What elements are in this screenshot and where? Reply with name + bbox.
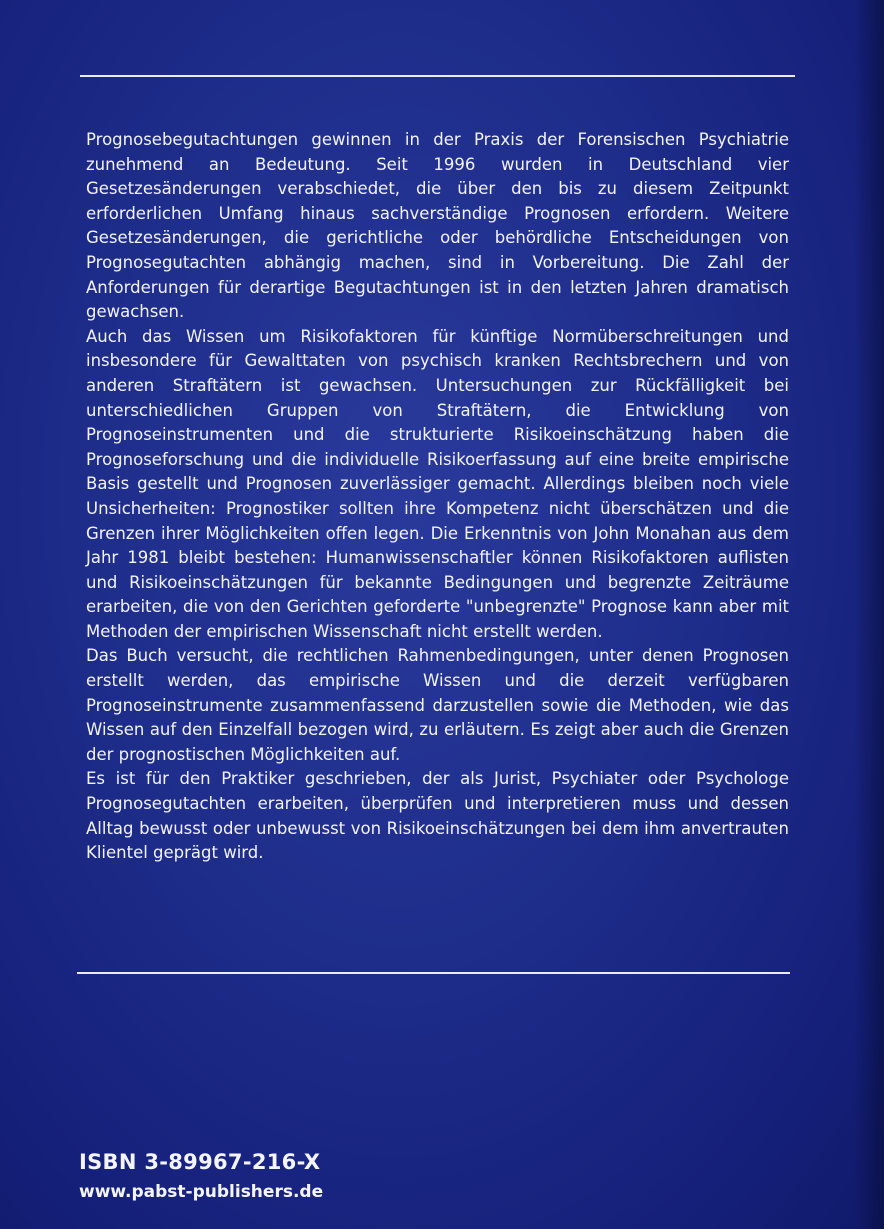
blurb-paragraph-4: Es ist für den Praktiker geschrieben, der als Jurist, Psychiater oder Psychologe Prognosegutachten erarbeiten, überprüfen und interpretieren muss und dessen Alltag bewusst oder unbewusst von Risikoeinschätzungen bei dem ihm anvertrauten Klientel geprägt wird.	[86, 769, 789, 863]
blurb-paragraph-3: Das Buch versucht, die rechtlichen Rahmenbedingungen, unter denen Prognosen erstellt werden, das empirische Wissen und die derzeit verfügbaren Prognoseinstrumente zusammenfassend darzustellen sowie die Methoden, wie das Wissen auf den Einzelfall bezogen wird, zu erläutern. Es zeigt aber auch die Grenzen der prognostischen Möglichkeiten auf.	[86, 646, 789, 764]
blurb-paragraph-1: Prognosebegutachtungen gewinnen in der Praxis der Forensischen Psychiatrie zunehmend an Bedeutung. Seit 1996 wurden in Deutschland vier Gesetzesänderungen verabschiedet, die über den bis zu diesem Zeitpunkt erforderlichen Umfang hinaus sachverständige Prognosen erfordern. Weitere Gesetzesänderungen, die gerichtliche oder behördliche Entscheidungen von Prognosegutachten abhängig machen, sind in Vorbereitung. Die Zahl der Anforderungen für derartige Begutachtungen ist in den letzten Jahren dramatisch gewachsen.	[86, 130, 789, 322]
bottom-divider	[77, 972, 790, 974]
publisher-website: www.pabst-publishers.de	[79, 1182, 324, 1202]
blurb-text	[86, 128, 789, 866]
top-divider	[80, 75, 795, 77]
blurb-paragraph-2: Auch das Wissen um Risikofaktoren für künftige Normüberschreitungen und insbesondere für Gewalttaten von psychisch kranken Rechtsbrechern und von anderen Straftätern ist gewachsen. Untersuchungen zur Rückfälligkeit bei unterschiedlichen Gruppen von Straftätern, die Entwicklung von Prognoseinstrumenten und die strukturierte Risikoeinschätzung haben die Prognoseforschung und die individuelle Risikoerfassung auf eine breite empirische Basis gestellt und Prognosen zuverlässiger gemacht. Allerdings bleiben noch viele Unsicherheiten: Prognostiker sollten ihre Kompetenz nicht überschätzen und die Grenzen ihrer Möglichkeiten offen legen. Die Erkenntnis von John Monahan aus dem Jahr 1981 bleibt bestehen: Humanwissenschaftler können Risikofaktoren auflisten und Risikoeinschätzungen für bekannte Bedingungen und begrenzte Zeiträume erarbeiten, die von den Gerichten geforderte "unbegrenzte" Prognose kann aber mit Methoden der empirischen Wissenschaft nicht erstellt werden.	[86, 326, 789, 641]
isbn-number: ISBN 3-89967-216-X	[79, 1150, 321, 1174]
spine-shadow	[854, 0, 884, 1229]
